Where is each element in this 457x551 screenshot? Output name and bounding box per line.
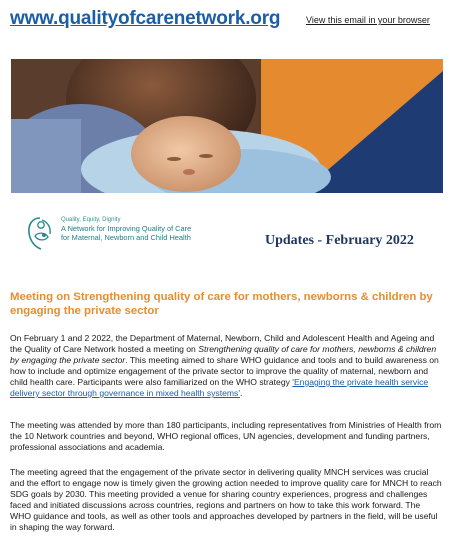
email-header — [0, 0, 457, 40]
updates-heading: Updates - February 2022 — [265, 233, 414, 248]
view-in-browser-link[interactable]: View this email in your browser — [306, 15, 430, 25]
paragraph-1-meeting-title: Strengthening quality of care for mothers, newborns & children by engaging the private sector — [10, 344, 437, 365]
logo-line-1: A Network for Improving Quality of Care — [61, 224, 192, 233]
article-paragraph-3: The meeting agreed that the engagement of the private sector in delivering quality MNCH services was crucial and the effort to engage now is timely given the growing action needed to improve quality care for MNCH to reach SDG goals by 2030. This meeting provided a venue for sharing country experiences, progress and challenges faced and initiated discussions across countries, regions and partners on how to take this work forward. The WHO guidance and tools, as well as other tools and approaches developed by partners in the field, will be useful in shaping the way forward. — [10, 467, 442, 532]
paragraph-1-text-b: . This meeting aimed to share WHO guidance and tools and to build awareness on how to include and optimize engagement of the private sector to improve the quality of maternal, newborn and child health care. Participants were also familiarized on the WHO strategy — [10, 355, 439, 387]
article-headline: Meeting on Strengthening quality of care for mothers, newborns & children by engaging the private sector — [10, 291, 433, 317]
site-link[interactable]: www.qualityofcarenetwork.org — [10, 8, 281, 29]
network-logo-text — [61, 216, 191, 242]
article-paragraph-2: The meeting was attended by more than 180 participants, including representatives from Ministries of Health from the 10 Network countries and beyond, WHO regional offices, UN agencies, development and funding partners, professional associations and academia. — [10, 420, 442, 452]
paragraph-1-text-c: . — [239, 388, 243, 398]
logo-tagline: Quality, Equity, Dignity — [61, 217, 121, 223]
mother-child-logo-icon — [25, 214, 55, 252]
network-logo-row — [11, 210, 443, 260]
who-strategy-link[interactable]: 'Engaging the private health service delivery sector through governance in mixed health systems' — [10, 377, 429, 398]
hero-image — [11, 59, 443, 193]
logo-line-2: for Maternal, Newborn and Child Health — [61, 233, 191, 242]
article-paragraph-1 — [10, 333, 442, 399]
hero-photo-illustration — [11, 59, 443, 193]
paragraph-1-text-a: On February 1 and 2 2022, the Department of Maternal, Newborn, Child and Adolescent Health and Ageing and the Quality of Care Network hosted a meeting on — [10, 333, 435, 354]
